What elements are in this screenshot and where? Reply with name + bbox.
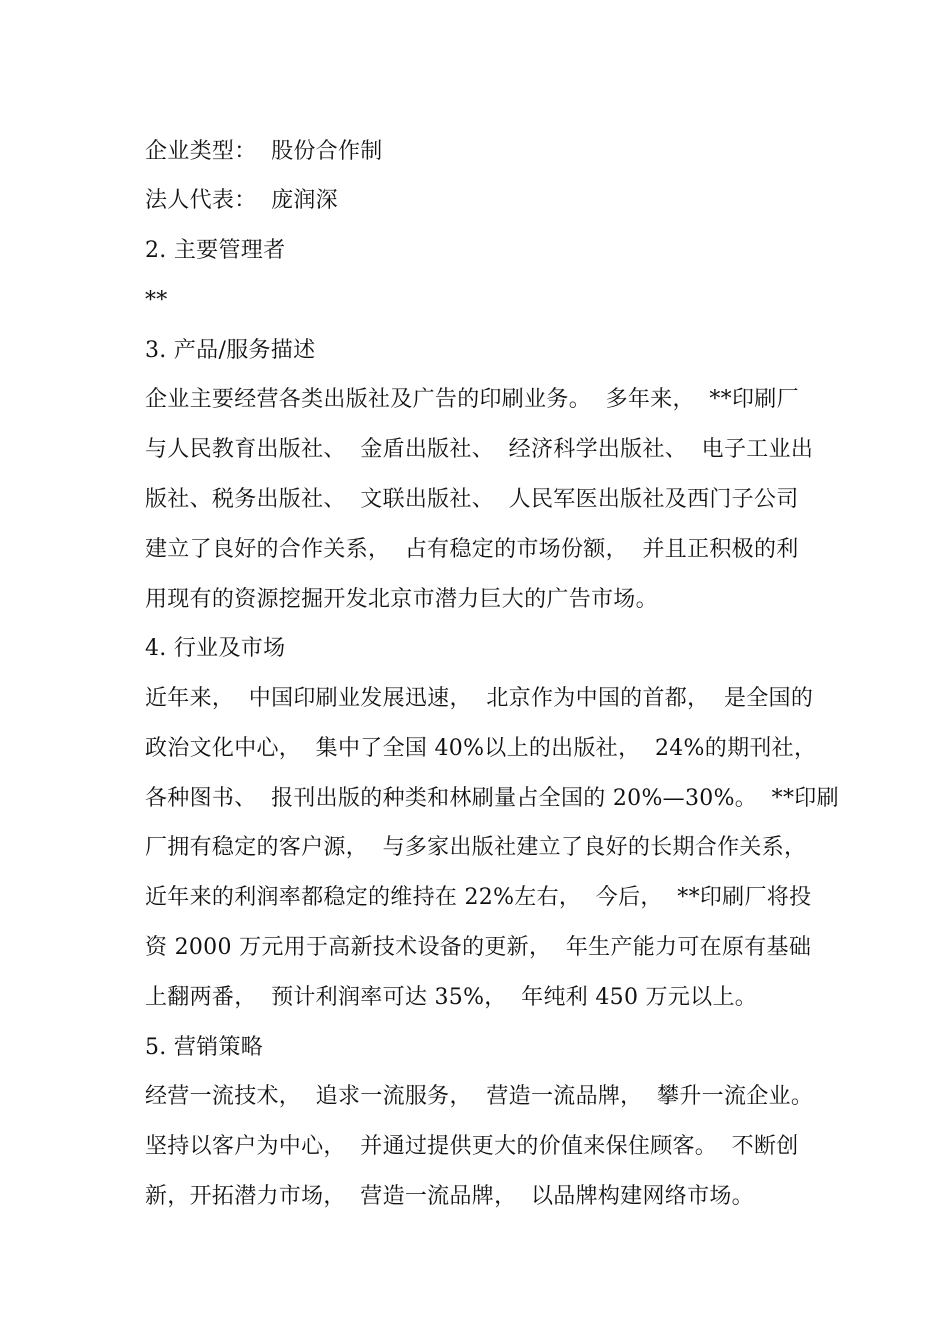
paragraph-line: 用现有的资源挖掘开发北京市潜力巨大的广告市场。 [145, 587, 658, 612]
section-heading-marketing: 5. 营销策略 [145, 1035, 264, 1060]
paragraph-line: 版社、税务出版社、 文联出版社、 人民军医出版社及西门子公司 [145, 487, 799, 512]
paragraph-line: 资 2000 万元用于高新技术设备的更新， 年生产能力可在原有基础 [145, 935, 812, 960]
section-heading-management: 2. 主要管理者 [145, 238, 286, 263]
field-enterprise-type: 企业类型： 股份合作制 [145, 139, 383, 164]
paragraph-line: 企业主要经营各类出版社及广告的印刷业务。 多年来， **印刷厂 [145, 387, 799, 412]
paragraph-line: 坚持以客户为中心， 并通过提供更大的价值来保住顾客。 不断创 [145, 1134, 799, 1159]
paragraph-line: 政治文化中心， 集中了全国 40%以上的出版社， 24%的期刊社， [145, 736, 817, 761]
paragraph-line: 近年来的利润率都稳定的维持在 22%左右， 今后， **印刷厂将投 [145, 885, 812, 910]
paragraph-line: 上翻两番， 预计利润率可达 35%， 年纯利 450 万元以上。 [145, 985, 758, 1010]
section-heading-industry: 4. 行业及市场 [145, 636, 286, 661]
paragraph-line: 新，开拓潜力市场， 营造一流品牌， 以品牌构建网络市场。 [145, 1184, 754, 1209]
field-legal-representative: 法人代表： 庞润深 [145, 188, 338, 213]
paragraph-line: 建立了良好的合作关系， 占有稳定的市场份额， 并且正积极的利 [145, 537, 799, 562]
section-heading-products: 3. 产品/服务描述 [145, 338, 316, 363]
paragraph-line: 厂拥有稳定的客户源， 与多家出版社建立了良好的长期合作关系， [145, 835, 807, 860]
paragraph-line: 经营一流技术， 追求一流服务， 营造一流品牌， 攀升一流企业。 [145, 1084, 814, 1109]
paragraph-line: 与人民教育出版社、 金盾出版社、 经济科学出版社、 电子工业出 [145, 437, 814, 462]
paragraph-line: 近年来， 中国印刷业发展迅速， 北京作为中国的首都， 是全国的 [145, 686, 814, 711]
management-text: ** [145, 288, 168, 313]
paragraph-line: 各种图书、 报刊出版的种类和林刷量占全国的 20%—30%。 **印刷 [145, 786, 839, 811]
